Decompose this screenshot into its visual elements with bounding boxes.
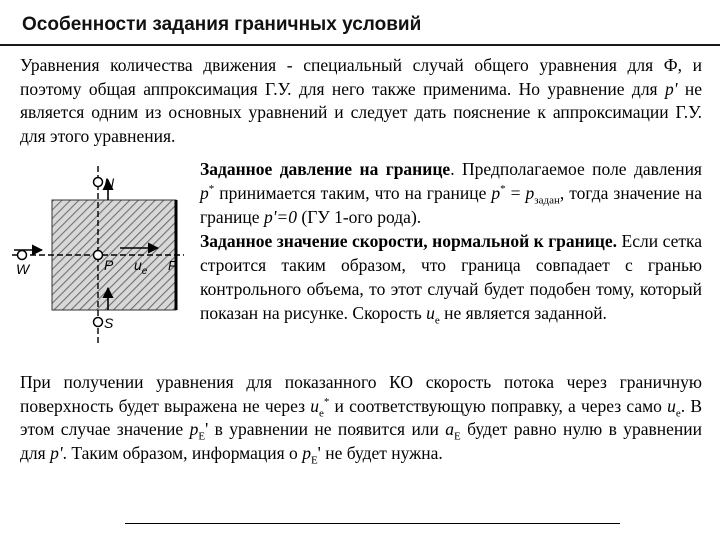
intro-p-prime: p': [664, 78, 678, 99]
label-n: N: [104, 175, 115, 191]
node-p: [94, 251, 103, 260]
label-ue: $u_e$: [134, 257, 148, 277]
page-title: Особенности задания граничных условий: [22, 14, 422, 35]
velocity-heading: Заданное значение скорости, нормальной к границе.: [200, 231, 618, 251]
label-w: W: [16, 261, 30, 277]
intro-text-2: не является одним из основных уравнений и следует дать пояснение к аппроксимации Г.У. для этого уравнения.: [20, 78, 702, 146]
p-prime-zero: p'=0: [263, 207, 297, 227]
conclusion-paragraph: При получении уравнения для показанного КО скорость потока через граничную поверхность будет выражена не через $u_e^*$ и соответствующую поправку, а через само $u_e$. В этом случае значение $p_E'$ в уравнении не появится или $a_E$ будет равно нулю в уравнении для p'. Таким образом, информация о $p_E'$ не будет нужна.: [20, 372, 702, 467]
node-n: [94, 178, 103, 187]
label-s: S: [104, 315, 114, 331]
boundary-conditions-paragraph: Заданное давление на границе. Предполагаемое поле давления p* принимается таким, что на границе $p^* = p_{задан}$, тогда значение на границе p'=0 (ГУ 1-ого рода). Заданное значение скорости, нормальной к границе. Если сетка строится таким образом, что граница совпадает с гранью контрольного объема, то этот случай будет подобен тому, который показан на рисунке. Скорость $u_e$ не является заданной.: [200, 159, 702, 327]
pressure-heading: Заданное давление на границе: [200, 159, 451, 179]
intro-paragraph: [20, 54, 702, 148]
control-volume-diagram: [8, 160, 188, 350]
node-s: [94, 318, 103, 327]
title-divider: [0, 44, 720, 46]
label-p: P: [104, 257, 114, 273]
node-w: [18, 251, 27, 260]
footer-line: [125, 523, 620, 524]
intro-text-1: Уравнения количества движения - специальный случай общего уравнения для Ф, и поэтому общая аппроксимация Г.У. для него также применима. Но уравнение для: [20, 55, 702, 99]
label-f: F: [168, 258, 176, 273]
